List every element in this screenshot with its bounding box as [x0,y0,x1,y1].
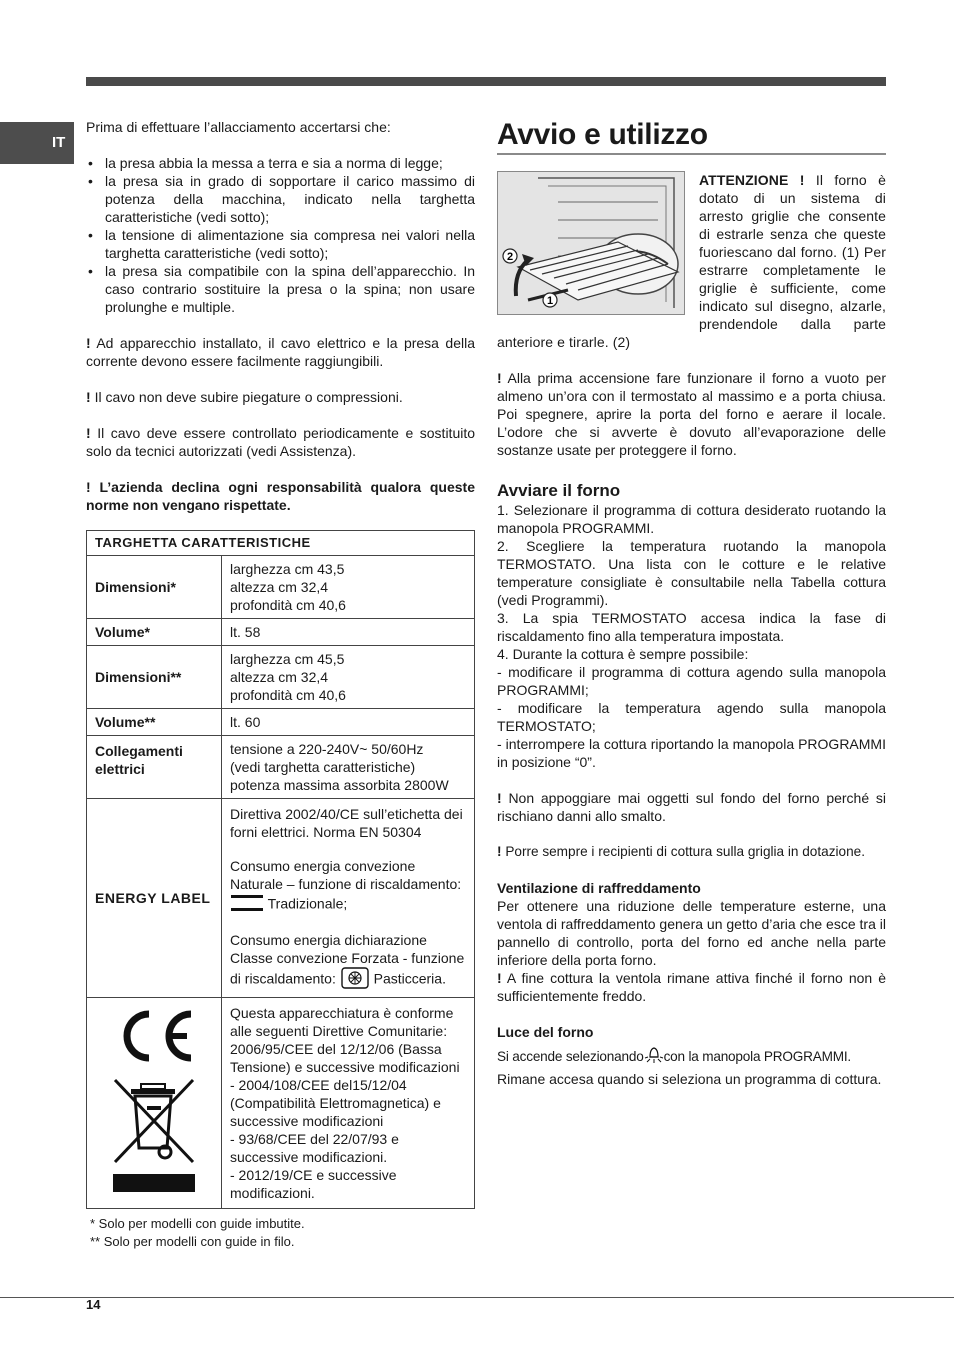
intro-text: Prima di effettuare l’allacciamento accertarsi che: [86,119,391,135]
ce-mark-icon [93,1006,215,1070]
exclamation-icon: ! [497,370,502,386]
volume-label: Volume* [87,619,222,646]
page-number: 14 [86,1297,101,1312]
first-use-text: Alla prima accensione fare funzionare il forno a vuoto per almeno un’ora con il termostato al massimo e a porta chiusa. Poi spegnere, aprire la porta del forno e aerare il locale. L’odore che si avverte è dovuto all’evaporazione delle sostanze usate per proteggere il forno. [497,370,886,458]
language-tab-label: IT [52,134,66,151]
exclamation-icon: ! [86,425,91,441]
energy-label-value: Direttiva 2002/40/CE sull’etichetta dei forni elettrici. Norma EN 50304 Consumo energia convezione Naturale – funzione di riscaldamento: Tradizionale; Consumo energia dichiarazione Classe convezione Forzata - funzione di riscaldamento: Pasticceria. [222,799,475,998]
light-heading: Luce del forno [497,1024,594,1040]
table-row [87,799,475,998]
exclamation-icon: ! [86,389,91,405]
attention-label: ATTENZIONE ! [699,172,805,188]
footnotes [86,1215,475,1251]
table-row [87,556,475,619]
weee-bin-icon [93,1078,215,1168]
dimensions-label: Dimensioni** [87,646,222,709]
step-text: 3. La spia TERMOSTATO accesa indica la fase di riscaldamento fino alla temperatura impostata. [497,610,886,644]
static-heating-icon [230,893,264,917]
start-oven-heading: Avviare il forno [497,481,621,500]
directives-value: Questa apparecchiatura è conforme alle seguenti Direttive Comunitarie: 2006/95/CEE del 12/12/06 (Bassa Tensione) e successive modificazioni - 2004/108/CEE del15/12/04 (Compatibilità Elettromagnetica) e successive modificazioni - 93/68/CEE del 22/07/93 e successive modificazioni. - 2012/19/CE e successive modificazioni. [222,998,475,1209]
electrical-value: tensione a 220-240V~ 50/60Hz (vedi targhetta caratteristiche) potenza massima assorbita 2800W [222,736,475,799]
top-bar [86,77,886,86]
oven-rack-illustration [497,171,685,315]
figure-step-1-label: 1 [546,295,554,307]
step-text: - interrompere la cottura riportando la manopola PROGRAMMI in posizione “0”. [497,736,886,770]
energy-label-heading: ENERGY LABEL [87,799,222,998]
warning-text: Il cavo deve essere controllato periodicamente e sostituito solo da tecnici autorizzati (vedi Assistenza). [86,425,476,459]
volume-value: lt. 60 [222,709,475,736]
pastry-fan-icon [340,967,370,993]
right-column [497,118,886,1088]
dimensions-label: Dimensioni* [87,556,222,619]
dimensions-value: larghezza cm 45,5 altezza cm 32,4 profondità cm 40,6 [222,646,475,709]
footnote: ** Solo per modelli con guide in filo. [90,1234,295,1249]
section-title: Avvio e utilizzo [497,118,886,155]
requirements-list [86,154,475,316]
exclamation-icon: ! [86,479,91,495]
language-tab [0,122,74,164]
light-text: Rimane accesa quando si seleziona un programma di cottura. [497,1071,882,1087]
footer-rule [0,1297,954,1298]
warning-text: A fine cottura la ventola rimane attiva finché il forno non è sufficientemente freddo. [497,970,886,1004]
attention-text: Il forno è dotato di un sistema di arresto griglie che consente di estrarle senza che queste fuoriescano dal forno. (1) Per estrarre completamente le griglie è sufficiente, come indicato sul disegno, alzarle, prendendole dalla parte anteriore e tirarle. (2) [497,172,886,350]
table-row [87,531,475,556]
warning-paragraph [497,843,886,861]
list-item: • la presa sia in grado di sopportare il carico massimo di potenza della macchina, indicato nella targhetta caratteristiche (vedi sotto); [86,172,475,226]
warning-paragraph [86,334,475,370]
specifications-table [86,530,475,1209]
ventilation-text: Per ottenere una riduzione delle temperature esterne, una ventola di raffreddamento genera un getto d’aria che esce tra il pannello di controllo, porta del forno ed anche nella parte inferiore della porta forno. [497,898,886,968]
step-text: 2. Scegliere la temperatura ruotando la manopola TERMOSTATO. Una lista con le cotture e le relative temperature consigliate è consultabile nella Tabella cottura (vedi Programmi). [497,538,886,608]
table-row [87,646,475,709]
exclamation-icon: ! [497,790,502,806]
first-use-paragraph [497,369,886,459]
list-item: • la presa abbia la messa a terra e sia a norma di legge; [86,154,475,172]
warning-text: L’azienda declina ogni responsabilità qualora queste norme non vengano rispettate. [86,479,475,513]
warning-paragraph [497,789,886,825]
step-text: 4. Durante la cottura è sempre possibile: [497,646,749,662]
step-text: - modificare il programma di cottura agendo sulla manopola PROGRAMMI; [497,664,886,698]
warning-paragraph [86,424,475,460]
electrical-label: Collegamenti elettrici [87,736,222,799]
weee-bar-icon [113,1174,195,1192]
table-row [87,709,475,736]
step-text: 1. Selezionare il programma di cottura desiderato ruotando la manopola PROGRAMMI. [497,502,886,536]
figure-step-2-label: 2 [506,251,514,263]
warning-paragraph [86,388,475,406]
warning-text: Porre sempre i recipienti di cottura sulla griglia in dotazione. [505,844,865,859]
warning-text: Ad apparecchio installato, il cavo elettrico e la presa della corrente devono essere facilmente raggiungibili. [86,335,475,369]
warning-paragraph [497,969,886,1005]
ventilation-heading: Ventilazione di raffreddamento [497,880,701,896]
footnote: * Solo per modelli con guide imbutite. [90,1216,305,1231]
compliance-marks [87,998,222,1209]
table-row [87,998,475,1209]
table-row [87,736,475,799]
volume-label: Volume** [87,709,222,736]
step-text: - modificare la temperatura agendo sulla manopola TERMOSTATO; [497,700,886,734]
table-header: TARGHETTA CARATTERISTICHE [87,531,475,556]
oven-light-icon [644,1045,664,1070]
list-item: • la tensione di alimentazione sia compresa nei valori nella targhetta caratteristiche (vedi sotto); [86,226,475,262]
warning-paragraph [86,478,475,514]
warning-text: Il cavo non deve subire piegature o compressioni. [94,389,403,405]
exclamation-icon: ! [497,844,502,859]
list-item: • la presa sia compatibile con la spina dell’apparecchio. In caso contrario sostituire la presa o la spina; non usare prolunghe e multiple. [86,262,475,316]
volume-value: lt. 58 [222,619,475,646]
exclamation-icon: ! [497,970,502,986]
table-row [87,619,475,646]
dimensions-value: larghezza cm 43,5 altezza cm 32,4 profondità cm 40,6 [222,556,475,619]
left-column [86,118,475,1251]
warning-text: Non appoggiare mai oggetti sul fondo del forno perché si rischiano danni allo smalto. [497,790,886,824]
light-paragraph: Si accende selezionando con la manopola PROGRAMMI. [497,1045,886,1070]
exclamation-icon: ! [86,335,91,351]
